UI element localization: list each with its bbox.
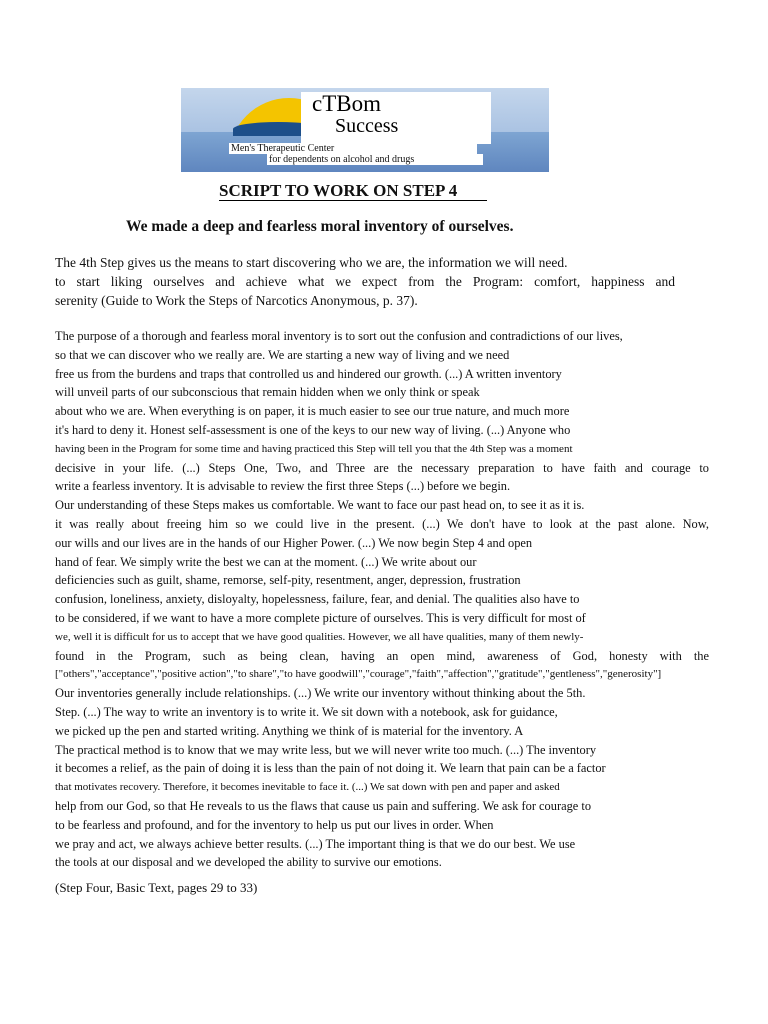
logo-subtitle-1: Men's Therapeutic Center [229, 143, 477, 154]
body-line: that motivates recovery. Therefore, it becomes inevitable to face it. (...) We sat down with pen and paper and asked [55, 781, 560, 794]
body-line: hand of fear. We simply write the best we can at the moment. (...) We write about our [55, 554, 477, 569]
body-line: the tools at our disposal and we developed the ability to survive our emotions. [55, 855, 442, 870]
body-line: we, well it is difficult for us to accept that we have good qualities. However, we all have qualities, many of them newly- [55, 630, 584, 643]
body-line: ["others","acceptance","positive action","to share","to have goodwill","courage","faith","affection","gratitude","gentleness","generosity"] [55, 668, 662, 681]
body-line: having been in the Program for some time and having practiced this Step will tell you that the 4th Step was a moment [55, 442, 573, 455]
intro-line: to start liking ourselves and achieve what we expect from the Program: comfort, happiness and [55, 274, 675, 289]
logo-subtitle-2: for dependents on alcohol and drugs [267, 154, 483, 165]
body-line: to be fearless and profound, and for the inventory to help us put our lives in order. When [55, 817, 494, 832]
body-line: so that we can discover who we really are. We are starting a new way of living and we need [55, 347, 510, 362]
body-line: confusion, loneliness, anxiety, disloyalty, hopelessness, failure, fear, and denial. The qualities also have to [55, 592, 580, 607]
body-line: we picked up the pen and started writing. Anything we think of is material for the inventory. A [55, 723, 524, 738]
body-line: to be considered, if we want to have a more complete picture of ourselves. This is very difficult for most of [55, 610, 586, 625]
body-line: help from our God, so that He reveals to us the flaws that cause us pain and suffering. We ask for courage to [55, 798, 592, 813]
intro-line: The 4th Step gives us the means to start discovering who we are, the information we will need. [55, 255, 568, 270]
body-line: it's hard to deny it. Honest self-assessment is one of the keys to our new way of living. (...) Anyone who [55, 422, 571, 437]
page-title: SCRIPT TO WORK ON STEP 4 [219, 181, 487, 201]
body-line: our wills and our lives are in the hands of our Higher Power. (...) We now begin Step 4 and open [55, 535, 533, 550]
intro-line: serenity (Guide to Work the Steps of Narcotics Anonymous, p. 37). [55, 293, 418, 308]
body-line: Step. (...) The way to write an inventory is to write it. We sit down with a notebook, ask for guidance, [55, 704, 558, 719]
body-line: free us from the burdens and traps that controlled us and hindered our growth. (...) A written inventory [55, 366, 562, 381]
intro-paragraph [55, 253, 675, 310]
logo-banner [181, 88, 549, 172]
body-line: found in the Program, such as being clean, having an open mind, awareness of God, honesty with the [55, 648, 709, 663]
body-line: write a fearless inventory. It is advisable to review the first three Steps (...) before we begin. [55, 479, 511, 494]
body-line: deficiencies such as guilt, shame, remorse, self-pity, resentment, anger, depression, frustration [55, 573, 521, 588]
body-line: decisive in your life. (...) Steps One, Two, and Three are the necessary preparation to have faith and courage to [55, 460, 709, 475]
body-line: will unveil parts of our subconscious that remain hidden when we only think or speak [55, 385, 480, 400]
page-subtitle: We made a deep and fearless moral inventory of ourselves. [126, 218, 514, 235]
logo-brand: cTBom [312, 91, 381, 116]
source-reference: (Step Four, Basic Text, pages 29 to 33) [55, 880, 258, 895]
body-line: about who we are. When everything is on paper, it is much easier to see our true nature, and much more [55, 404, 570, 419]
body-line: it becomes a relief, as the pain of doing it is less than the pain of not doing it. We learn that pain can be a factor [55, 761, 606, 776]
body-line: The practical method is to know that we may write less, but we will never write too much. (...) The inventory [55, 742, 597, 757]
body-line: Our understanding of these Steps makes us comfortable. We want to face our past head on, to see it as it is. [55, 498, 585, 513]
body-line: The purpose of a thorough and fearless moral inventory is to sort out the confusion and contradictions of our lives, [55, 329, 623, 343]
body-line: we pray and act, we always achieve better results. (...) The important thing is that we do our best. We use [55, 836, 576, 851]
body-line: Our inventories generally include relationships. (...) We write our inventory without thinking about the 5th. [55, 686, 586, 701]
body-text [55, 327, 709, 872]
logo-tagline: Success [335, 115, 399, 137]
body-line: it was really about freeing him so we could live in the present. (...) We don't have to look at the past alone. Now, [55, 516, 709, 531]
